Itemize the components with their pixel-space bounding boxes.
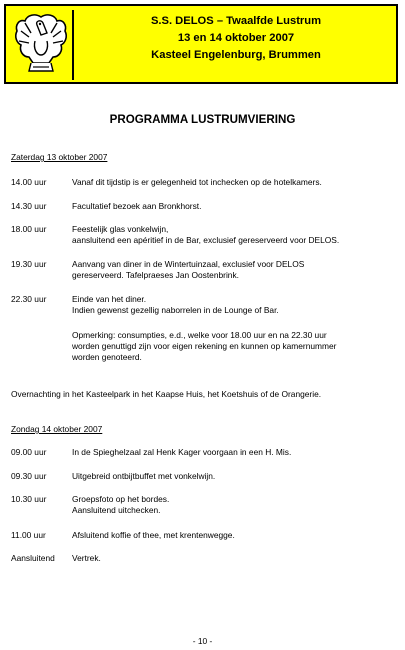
schedule-description — [72, 553, 397, 564]
schedule-line: Aanvang van diner in de Wintertuinzaal, exclusief voor DELOS — [72, 259, 305, 269]
schedule-description — [72, 201, 397, 212]
schedule-time: 18.00 uur — [11, 224, 47, 234]
schedule-time: 10.30 uur — [11, 494, 47, 504]
note-text — [72, 330, 397, 363]
schedule-description — [72, 471, 397, 482]
schedule-line: In de Spieghelzaal zal Henk Kager voorgaan in een H. Mis. — [72, 447, 292, 457]
schedule-time: 22.30 uur — [11, 294, 47, 304]
page-number: - 10 - — [192, 636, 213, 646]
note-line: Opmerking: consumpties, e.d., welke voor 18.00 uur en na 22.30 uur — [72, 330, 327, 340]
note-line: worden genuttigd zijn voor eigen rekening en kunnen op kamernummer — [72, 340, 337, 351]
schedule-description — [72, 530, 397, 541]
pelican-emblem-icon — [10, 10, 74, 80]
sunday-heading: Zondag 14 oktober 2007 — [11, 424, 103, 434]
schedule-line: aansluitend een apéritief in de Bar, exclusief gereserveerd voor DELOS. — [72, 234, 340, 245]
note-line: worden genoteerd. — [72, 351, 142, 362]
schedule-line: Vanaf dit tijdstip is er gelegenheid tot inchecken op de hotelkamers. — [72, 177, 322, 187]
schedule-description — [72, 294, 397, 316]
schedule-description — [72, 224, 397, 246]
schedule-description — [72, 447, 397, 458]
schedule-line: Indien gewenst gezellig naborrelen in de Lounge of Bar. — [72, 304, 279, 315]
schedule-time: 14.30 uur — [11, 201, 47, 211]
saturday-heading: Zaterdag 13 oktober 2007 — [11, 152, 108, 162]
page-title: PROGRAMMA LUSTRUMVIERING — [109, 113, 296, 126]
schedule-line: Feestelijk glas vonkelwijn, — [72, 224, 169, 234]
schedule-description — [72, 494, 397, 516]
header-text — [76, 13, 396, 64]
schedule-time: 09.00 uur — [11, 447, 47, 457]
schedule-description — [72, 259, 397, 281]
schedule-line: Afsluitend koffie of thee, met krentenwegge. — [72, 530, 235, 540]
schedule-time: 19.30 uur — [11, 259, 47, 269]
schedule-line: Aansluitend uitchecken. — [72, 504, 161, 515]
event-location: Kasteel Engelenburg, Brummen — [151, 49, 321, 61]
schedule-description — [72, 177, 397, 188]
schedule-time: 11.00 uur — [11, 530, 46, 540]
schedule-line: Facultatief bezoek aan Bronkhorst. — [72, 201, 202, 211]
schedule-time: 09.30 uur — [11, 471, 47, 481]
schedule-line: Uitgebreid ontbijtbuffet met vonkelwijn. — [72, 471, 216, 481]
schedule-time: 14.00 uur — [11, 177, 47, 187]
schedule-line: Vertrek. — [72, 553, 101, 563]
event-dates: 13 en 14 oktober 2007 — [177, 32, 295, 44]
overnight-text: Overnachting in het Kasteelpark in het Kaapse Huis, het Koetshuis of de Orangerie. — [11, 389, 322, 399]
society-name: S.S. DELOS – Twaalfde Lustrum — [150, 15, 322, 27]
schedule-time: Aansluitend — [11, 553, 55, 563]
header-box — [4, 4, 398, 84]
schedule-line: gereserveerd. Tafelpraeses Jan Oostenbrink. — [72, 269, 239, 280]
schedule-line: Einde van het diner. — [72, 294, 147, 304]
schedule-line: Groepsfoto op het bordes. — [72, 494, 170, 504]
